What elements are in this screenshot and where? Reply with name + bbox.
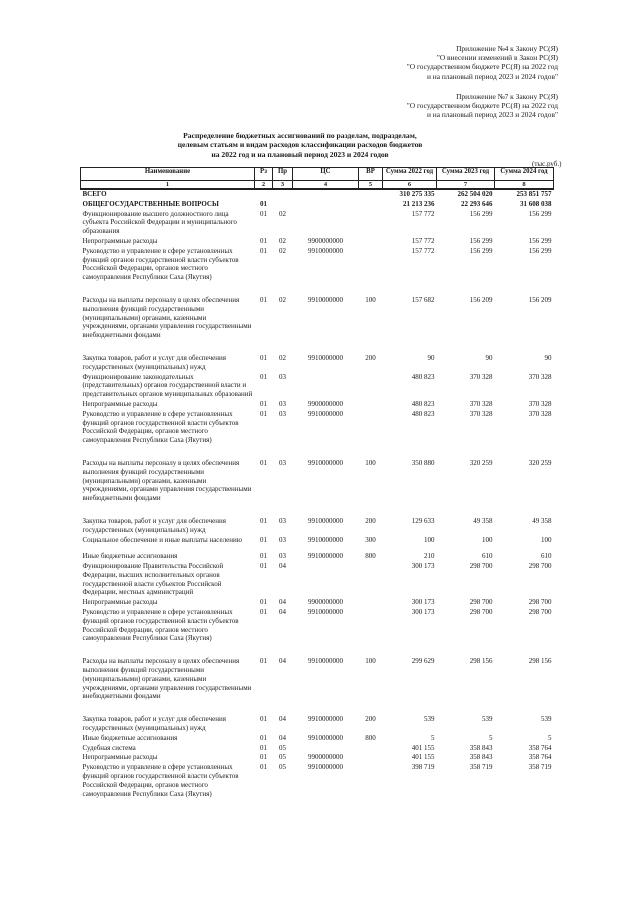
row-pr [273,200,293,210]
table-row [81,753,554,763]
row-name: Руководство и управление в сфере установленных функций органов государственной власти субъектов Российской Федерации, органов местного самоуправления Республики Саха (Якутия) [82,409,239,445]
row-sum-2022: 401 155 [411,753,435,762]
column-number: 5 [359,181,383,190]
row-sum-2022: 398 719 [411,763,435,772]
table-row [81,400,554,410]
row-pr: 02 [279,353,286,362]
row-rz: 01 [260,399,267,408]
row-cs: 9910000000 [308,552,343,561]
row-pr: 04 [279,733,286,742]
row-cs [293,744,359,754]
row-vr: 100 [365,657,376,666]
row-rz: 01 [260,209,267,218]
budget-table [80,167,554,799]
row-name: Закупка товаров, работ и услуг для обеспечения государственных (муниципальных) нужд [82,516,226,534]
row-cs: 9900000000 [308,753,343,762]
row-rz: 01 [260,715,267,724]
row-rz: 01 [260,516,267,525]
row-pr: 05 [279,753,286,762]
row-sum-2024: 31 608 038 [520,199,552,208]
row-rz: 01 [260,199,267,208]
document-title [140,131,460,159]
row-name: Непрограммные расходы [82,399,158,408]
appendix-4-line: и на плановый период 2023 и 2024 годов" [426,71,558,81]
row-sum-2023: 298 700 [469,598,493,607]
table-row [81,744,554,754]
column-header-rz: Рз [255,168,273,181]
row-pr: 04 [279,715,286,724]
row-vr: 200 [365,353,376,362]
row-sum-2024: 298 700 [528,598,552,607]
row-pr: 03 [279,552,286,561]
row-pr: 03 [279,372,286,381]
row-vr: 800 [365,733,376,742]
row-name: ВСЕГО [82,190,107,198]
row-sum-2022: 350 880 [411,458,435,467]
column-header-s2023: Сумма 2023 год [437,168,495,181]
row-name: Закупка товаров, работ и услуг для обеспечения государственных (муниципальных) нужд [82,715,226,733]
title-line: Распределение бюджетных ассигнований по разделам, подразделам, [183,131,417,140]
row-pr: 04 [279,598,286,607]
row-sum-2023: 370 328 [469,409,493,418]
row-sum-2022: 480 823 [411,372,435,381]
row-sum-2024: 358 764 [528,753,552,762]
column-header-cs: ЦС [293,168,359,181]
row-rz: 01 [260,295,267,304]
row-rz: 01 [260,753,267,762]
row-sum-2022: 480 823 [411,399,435,408]
row-name: Расходы на выплаты персоналу в целях обеспечения выполнения функций государственными (муниципальными) органами, казенными учреждениями, органами управления государственными внебюджетными фондами [82,657,252,701]
row-sum-2022: 401 155 [411,743,435,752]
row-sum-2023: 156 299 [469,209,493,218]
row-vr [359,598,383,608]
row-sum-2023: 298 700 [469,608,493,617]
row-rz: 01 [260,763,267,772]
row-sum-2024: 539 [541,715,552,724]
row-sum-2023: 156 299 [469,236,493,245]
row-sum-2023: 156 299 [469,246,493,255]
row-cs [293,189,359,200]
title-line: на 2022 год и на плановый период 2023 и 2024 годов [211,149,389,159]
row-name: Руководство и управление в сфере установленных функций органов государственной власти субъектов Российской Федерации, органов местного самоуправления Республики Саха (Якутия) [82,246,239,282]
row-sum-2022: 480 823 [411,409,435,418]
row-vr [359,373,383,400]
row-sum-2022: 100 [424,535,435,544]
row-pr: 03 [279,516,286,525]
row-rz: 01 [260,562,267,571]
appendix-7-line: "О государственном бюджете РС(Я) на 2022 год [406,101,558,111]
table-row [81,562,554,598]
row-pr: 03 [279,535,286,544]
row-name: Расходы на выплаты персоналу в целях обеспечения выполнения функций государственными (муниципальными) органами, казенными учреждениями, органами управления государственными внебюджетными фондами [82,295,252,340]
row-rz: 01 [260,246,267,255]
row-cs: 9910000000 [308,608,343,617]
table-row [81,657,554,715]
row-sum-2024: 156 299 [528,236,552,245]
row-sum-2024: 298 700 [528,608,552,617]
row-pr: 03 [279,409,286,418]
row-sum-2022: 157 772 [411,246,435,255]
row-sum-2022: 157 772 [411,236,435,245]
row-cs [293,562,359,598]
row-name: Непрограммные расходы [82,598,158,607]
row-sum-2024: 156 299 [528,209,552,218]
row-cs: 9910000000 [308,733,343,742]
row-name: Непрограммные расходы [82,753,158,762]
row-rz: 01 [260,372,267,381]
row-sum-2023: 370 328 [469,372,493,381]
appendix-7-header [407,92,558,120]
appendix-7-line: Приложение №7 к Закону РС(Я) [456,92,558,101]
column-number: 8 [495,181,554,190]
row-vr [359,562,383,598]
row-pr: 05 [279,743,286,752]
table-row [81,552,554,562]
column-header-s2024: Сумма 2024 год [495,168,554,181]
column-header-vr: ВР [359,168,383,181]
row-sum-2023: 370 328 [469,399,493,408]
row-vr: 800 [365,552,376,561]
row-rz: 01 [260,733,267,742]
row-pr: 02 [279,236,286,245]
row-vr [359,400,383,410]
row-rz: 01 [260,458,267,467]
table-row [81,373,554,400]
row-rz [255,189,273,200]
appendix-4-line: "О государственном бюджете РС(Я) на 2022 год [406,62,558,72]
appendix-4-header [407,44,558,81]
row-sum-2024: 298 156 [528,657,552,666]
row-sum-2022: 129 633 [411,516,435,525]
row-vr [359,753,383,763]
appendix-4-line: Приложение №4 к Закону РС(Я) [456,44,558,53]
row-name: Иные бюджетные ассигнования [82,733,178,742]
row-sum-2023: 49 358 [473,516,493,525]
row-sum-2022: 157 772 [411,209,435,218]
row-name: Социальное обеспечение и иные выплаты населению [82,535,242,544]
row-sum-2023: 5 [489,733,493,742]
row-name: Иные бюджетные ассигнования [82,552,178,561]
table-row [81,296,554,354]
row-cs: 9910000000 [308,458,343,467]
row-rz: 01 [260,409,267,418]
row-pr [273,189,293,200]
row-pr: 02 [279,246,286,255]
row-pr: 04 [279,657,286,666]
row-sum-2024: 320 259 [528,458,552,467]
table-row [81,200,554,210]
row-rz: 01 [260,236,267,245]
table-row [81,189,554,200]
row-cs: 9910000000 [308,295,343,304]
row-sum-2024: 358 764 [528,743,552,752]
row-sum-2022: 21 213 236 [403,199,435,208]
table-header-row [81,168,554,181]
column-number: 4 [293,181,359,190]
row-cs: 9900000000 [308,236,343,245]
table-row [81,210,554,237]
row-sum-2022: 300 173 [411,608,435,617]
row-sum-2022: 300 173 [411,562,435,571]
row-sum-2024: 156 299 [528,246,552,255]
row-sum-2023: 156 209 [469,295,493,304]
row-rz: 01 [260,743,267,752]
row-sum-2022: 299 629 [411,657,435,666]
row-cs: 9910000000 [308,516,343,525]
row-pr: 02 [279,209,286,218]
row-sum-2022: 310 275 335 [399,190,435,198]
table-row [81,354,554,373]
row-rz: 01 [260,598,267,607]
row-sum-2024: 370 328 [528,409,552,418]
row-sum-2023: 262 504 020 [457,190,493,198]
row-sum-2023: 320 259 [469,458,493,467]
units-label: (тыс.руб.) [532,160,562,168]
row-vr: 100 [365,458,376,467]
row-rz: 01 [260,353,267,362]
row-name: Закупка товаров, работ и услуг для обеспечения государственных (муниципальных) нужд [82,353,226,371]
row-sum-2024: 370 328 [528,399,552,408]
table-row [81,247,554,296]
row-name: Непрограммные расходы [82,236,158,245]
row-name: ОБЩЕГОСУДАРСТВЕННЫЕ ВОПРОСЫ [82,199,219,208]
row-sum-2023: 90 [485,353,493,362]
table-body [81,189,554,799]
row-cs [293,200,359,210]
row-vr: 300 [365,535,376,544]
row-sum-2024: 90 [544,353,552,362]
row-name: Функционирование законодательных (представительных) органов государственной власти и представительных органов муниципальных образований [82,372,253,399]
row-sum-2023: 610 [482,552,493,561]
row-vr [359,189,383,200]
table-row [81,715,554,734]
row-vr [359,210,383,237]
row-vr [359,608,383,657]
row-cs: 9910000000 [308,715,343,724]
row-name: Расходы на выплаты персоналу в целях обеспечения выполнения функций государственными (муниципальными) органами, казенными учреждениями, органами управления государственными внебюджетными фондами [82,458,252,503]
row-vr: 200 [365,516,376,525]
row-vr [359,247,383,296]
row-cs: 9910000000 [308,246,343,255]
row-sum-2023: 358 719 [469,763,493,772]
row-pr: 04 [279,608,286,617]
table-row [81,459,554,517]
row-vr [359,200,383,210]
row-sum-2022: 539 [424,715,435,724]
column-number: 3 [273,181,293,190]
table-row [81,734,554,744]
row-rz: 01 [260,552,267,561]
row-vr [359,410,383,459]
row-sum-2024: 156 209 [528,295,552,304]
row-cs: 9910000000 [308,763,343,772]
table-row [81,536,554,553]
row-sum-2024: 358 719 [528,763,552,772]
row-sum-2023: 298 156 [469,657,493,666]
row-cs: 9910000000 [308,353,343,362]
row-sum-2024: 5 [548,733,552,742]
row-sum-2023: 358 843 [469,743,493,752]
row-sum-2023: 539 [482,715,493,724]
row-sum-2024: 610 [541,552,552,561]
column-number: 7 [437,181,495,190]
row-sum-2023: 298 700 [469,562,493,571]
row-cs: 9900000000 [308,598,343,607]
row-sum-2023: 100 [482,535,493,544]
row-sum-2023: 358 843 [469,753,493,762]
row-name: Функционирование Правительства Российской Федерации, высших исполнительных органов государственной власти субъектов Российской Федерации, местных администраций [82,562,224,597]
column-number: 1 [81,181,255,190]
row-pr: 04 [279,562,286,571]
column-header-s2022: Сумма 2022 год [383,168,437,181]
row-name: Руководство и управление в сфере установленных функций органов государственной власти субъектов Российской Федерации, органов местного самоуправления Республики Саха (Якутия) [82,608,239,643]
appendix-4-line: "О внесении изменений в Закон РС(Я) [436,53,558,63]
row-vr [359,237,383,247]
table-row [81,763,554,799]
row-pr: 05 [279,763,286,772]
row-sum-2024: 370 328 [528,372,552,381]
row-cs [293,210,359,237]
row-sum-2024: 100 [541,535,552,544]
row-sum-2023: 22 293 646 [461,199,493,208]
row-vr: 200 [365,715,376,724]
row-cs [293,373,359,400]
row-cs: 9910000000 [308,535,343,544]
row-sum-2024: 49 358 [532,516,552,525]
row-pr: 03 [279,458,286,467]
row-sum-2024: 298 700 [528,562,552,571]
row-sum-2024: 253 851 757 [516,190,552,198]
table-row [81,517,554,536]
row-name: Руководство и управление в сфере установленных функций органов государственной власти субъектов Российской Федерации, органов местного самоуправления Республики Саха (Якутия) [82,763,239,798]
row-rz: 01 [260,535,267,544]
table-row [81,608,554,657]
row-rz: 01 [260,608,267,617]
title-line: целевым статьям и видам расходов классификации расходов бюджетов [177,140,423,150]
column-number: 2 [255,181,273,190]
table-row [81,237,554,247]
table-row [81,598,554,608]
row-sum-2022: 90 [427,353,435,362]
row-sum-2022: 300 173 [411,598,435,607]
column-header-name: Наименование [81,168,255,181]
row-sum-2022: 157 682 [411,295,435,304]
column-number-row [81,181,554,190]
appendix-7-line: и на плановый период 2023 и 2024 годов" [426,110,558,120]
column-header-pr: Пр [273,168,293,181]
row-name: Судебная система [82,743,136,752]
row-pr: 02 [279,295,286,304]
row-vr: 100 [365,295,376,304]
row-cs: 9910000000 [308,657,343,666]
row-rz: 01 [260,657,267,666]
table-row [81,410,554,459]
row-cs: 9900000000 [308,399,343,408]
row-vr [359,744,383,754]
row-pr: 03 [279,399,286,408]
row-sum-2022: 210 [424,552,435,561]
row-sum-2022: 5 [431,733,435,742]
row-name: Функционирование высшего должностного лица субъекта Российской Федерации и муниципального образования [82,209,237,236]
row-cs: 9910000000 [308,409,343,418]
column-number: 6 [383,181,437,190]
row-vr [359,763,383,799]
